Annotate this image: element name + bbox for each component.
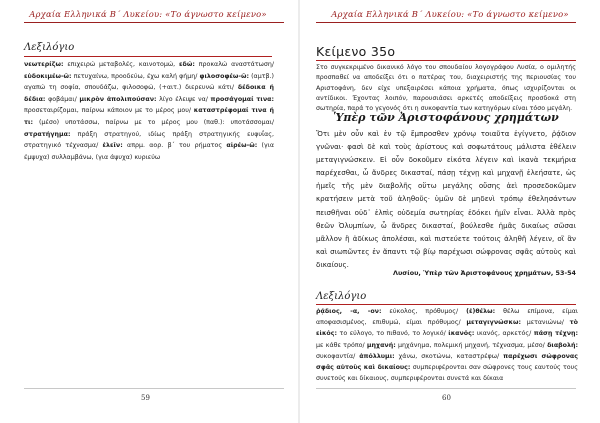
glossary-definition: το εύλογο, το πιθανό, το λογικό/ — [337, 330, 449, 338]
glossary-body — [24, 59, 274, 163]
glossary-term: εδώ: — [179, 61, 195, 68]
page-number: 59 — [141, 394, 150, 402]
glossary-definition: (μέσο) υποτάσσω, παίρνω με το μέρος μου (παθ.): υποτάσσομαι/ — [33, 118, 274, 126]
glossary-title: Λεξιλόγιο — [24, 42, 75, 53]
glossary-term: ἑλεῖν: — [102, 142, 123, 150]
right-page — [302, 0, 598, 423]
glossary-title: Λεξιλόγιο — [316, 291, 367, 302]
text-title-rule — [316, 60, 576, 61]
greek-passage: Ὅτι μὲν οὖν καὶ ἐν τῷ ἔμπροσθεν χρόνῳ τοιαῦτα ἐγίγνετο, ῥᾴδιον γνῶναι· φασὶ δὲ καὶ τοὺς ἀρίστους καὶ σοφωτάτους μάλιστα ἐθέλειν μεταγιγνώσκειν. Εἰ οὖν δοκοῦμεν εἰκότα λέγειν καὶ ἱκανὰ τεκμήρια παρέχεσθαι, ὦ ἄνδρες δικασταί, πάσῃ τέχνῃ καὶ μηχανῇ ἐλεήσατε, ὡς ἡμεῖς τῆς μὲν διαβολῆς οὕτω μεγάλης οὔσης ἀεὶ προσεδοκῶμεν κρατήσειν μετὰ τοῦ ἀληθοῦς· ὑμῶν δὲ μηδενὶ τρόπῳ ἐθελησάντων πεισθῆναι οὐδ᾽ ἐλπὶς οὐδεμία σωτηρίας ἐδόκει ἡμῖν εἶναι. Ἀλλὰ πρὸς θεῶν Ὀλυμπίων, ὦ ἄνδρες δικασταί, βούλεσθε ἡμᾶς δικαίως σῶσαι μᾶλλον ἢ ἀδίκως ἀπολέσαι, καὶ πιστεύετε τούτοις ἀληθῆ λέγειν, οἳ ἂν καὶ σιωπῶντες ἐν ἅπαντι τῷ βίῳ παρέχωσι σώφρονας σφᾶς αὐτοὺς καὶ δικαίους. — [316, 129, 576, 269]
footer-rule — [24, 388, 284, 389]
glossary-term: διαβολή: — [547, 341, 578, 349]
glossary-term: στρατήγημα: — [24, 130, 71, 138]
glossary-term: νεωτερίζω: — [24, 61, 64, 68]
glossary-term: φιλοσοφέω-ῶ: — [199, 72, 249, 80]
glossary-term: πάσῃ τέχνῃ: — [533, 330, 579, 338]
glossary-definition: πράξη στρατηγού, ιδίως πράξη στρατηγικής ευφυΐας, στρατηγικό τέχνασμα/ — [24, 130, 274, 150]
glossary-term: μεταγιγνώσκω: — [466, 319, 521, 327]
glossary-definition: ικανός, αρκετός/ — [474, 330, 534, 338]
glossary-definition: με κάθε τρόπο/ — [316, 341, 367, 349]
glossary-term: παρέχωσι σώφρονας σφᾶς αὐτοὺς καὶ δικαίους: — [316, 352, 578, 372]
glossary-definition: θέλω επίμονα, είμαι αποφασισμένος, επιθυμώ, είμαι πρόθυμος/ — [316, 308, 578, 327]
glossary-definition: χάνω, σκοτώνω, καταστρέφω/ — [394, 352, 504, 360]
glossary-definition: επιχειρώ μεταβολές, καινοτομώ, — [63, 61, 180, 68]
glossary-term: δέδοικα ή δέδια: — [24, 84, 274, 103]
glossary-term: προσάγομαί τινα: — [210, 95, 275, 103]
left-page — [0, 0, 296, 423]
glossary-definition: συμπεριφέρονται σαν σώφρονες τους εαυτούς τους συνετούς και δίκαιους, συμπεριφέρονται συνετά και δίκαια — [316, 364, 578, 383]
glossary-term: καταστρέφομαί τινα ή τι: — [24, 107, 275, 126]
glossary-definition: πετυχαίνω, προοδεύω, έχω καλή φήμη/ — [71, 72, 200, 80]
footer-rule — [316, 388, 576, 389]
page-number: 60 — [442, 394, 451, 402]
passage-source: Λυσίου, Ὑπὲρ τῶν Ἀριστοφάνους χρημάτων, 53-54 — [393, 269, 576, 277]
glossary-term: εὐδοκιμέω-ῶ: — [24, 72, 72, 80]
glossary-definition: λίγο έλειψε να/ — [156, 95, 211, 103]
glossary-term: ῥᾴδιος, -α, -ον: — [316, 308, 382, 315]
glossary-definition: εύκολος, πρόθυμος/ — [381, 308, 467, 315]
glossary-term: αἱρέω-ῶ: — [226, 142, 258, 150]
glossary-definition: μηχάνημα, πολεμική μηχανή, τέχνασμα, μέσο/ — [395, 341, 548, 349]
glossary-definition: φοβάμαι/ — [45, 95, 80, 103]
glossary-definition: προκαλώ αναστάτωση/ — [194, 61, 274, 68]
book-gutter — [298, 0, 300, 423]
header-rule — [316, 22, 576, 23]
glossary-title-rule — [24, 56, 272, 57]
glossary-term: ἱκανός: — [448, 330, 475, 338]
glossary-definition: (για έμψυχα) συλλαμβάνω, (για άψυχα) κυριεύω — [24, 142, 275, 161]
glossary-term: ἀπόλλυμι: — [359, 352, 395, 360]
header-rule — [24, 22, 284, 23]
glossary-definition: (αμτβ.) αγαπώ τη σοφία, σπουδάζω, φιλοσοφώ, (+αιτ.) διερευνώ κάτι/ — [24, 72, 274, 92]
glossary-title-rule — [316, 304, 576, 305]
glossary-term: μηχανή: — [366, 341, 396, 349]
running-head: Αρχαία Ελληνικά Β΄ Λυκείου: «Το άγνωστο κείμενο» — [29, 9, 267, 19]
passage-title: Ὑπὲρ τῶν Ἀριστοφάνους χρημάτων — [333, 111, 559, 124]
running-head: Αρχαία Ελληνικά Β΄ Λυκείου: «Το άγνωστο κείμενο» — [331, 9, 569, 19]
glossary-definition: μετανιώνω/ — [520, 319, 570, 327]
glossary-definition: προσεταιρίζομαι, παίρνω κάποιον με το μέρος μου/ — [24, 107, 194, 115]
glossary-body — [316, 306, 578, 384]
glossary-definition: απρμ. αορ. β΄ του ρήματος — [122, 142, 227, 150]
glossary-term: μικρὸν ἀπολιπούσαν: — [79, 95, 157, 103]
glossary-definition: συκοφαντία/ — [316, 352, 360, 360]
glossary-term: (ἐ)θέλω: — [466, 308, 496, 315]
intro-paragraph: Στο συγκεκριμένο δικανικό λόγο του σπουδαίου λογογράφου Λυσία, ο ομιλητής προσπαθεί να αποδείξει ότι ο πατέρας του, διαχειριστής της περιουσίας του Αριστοφάνη, δεν είχε υπεξαιρέσει κάποια χρήματα, όπως ισχυρίζονται οι αντίδικοι. Έχοντας λοιπόν, παρουσιάσει αρκετές αποδείξεις προσδοκά στη σωτηρία, παρά το γεγονός ότι η συκοφαντία των κατηγόρων είναι τόσο μεγάλη. — [316, 64, 576, 113]
glossary-term: τὸ εἰκός: — [316, 319, 578, 338]
text-title: Κείμενο 35ο — [316, 44, 396, 59]
